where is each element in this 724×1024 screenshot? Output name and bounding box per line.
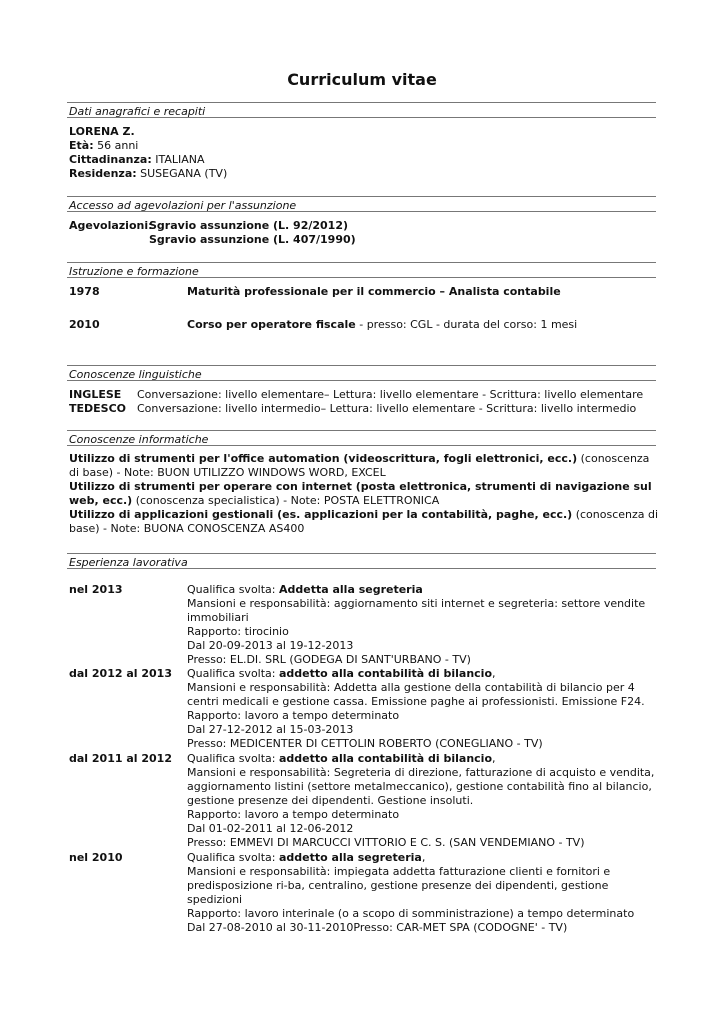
section-header-informatica: Conoscenze informatiche <box>67 430 656 446</box>
candidate-name: LORENA Z. <box>69 125 135 138</box>
job-dates-presso: Dal 27-08-2010 al 30-11-2010Presso: CAR-MET SPA (CODOGNE' - TV) <box>187 921 568 934</box>
section-header-esperienza: Esperienza lavorativa <box>67 553 656 569</box>
education-description: Maturità professionale per il commercio – Analista contabile <box>187 285 561 298</box>
job-dates: Dal 20-09-2013 al 19-12-2013 <box>187 639 354 652</box>
job-detail <box>187 667 659 751</box>
job-presso: Presso: MEDICENTER DI CETTOLIN ROBERTO (CONEGLIANO - TV) <box>187 737 543 750</box>
job-detail <box>187 583 659 667</box>
it-skill-item: Utilizzo di strumenti per l'office automation (videoscrittura, fogli elettronici, ecc.) (conoscenza di base) - Note: BUON UTILIZZO WINDOWS WORD, EXCEL <box>69 452 650 479</box>
job-presso: Presso: EL.DI. SRL (GODEGA DI SANT'URBANO - TV) <box>187 653 471 666</box>
language-row <box>69 402 657 416</box>
job-period: nel 2013 <box>69 583 123 596</box>
language-levels: Conversazione: livello elementare– Lettura: livello elementare - Scrittura: livello elementare <box>137 388 644 401</box>
job-mansioni: Mansioni e responsabilità: Addetta alla gestione della contabilità di bilancio per 4 centri medicali e gestione cassa. Emissione paghe ai professionisti. Emissione F24. <box>187 681 645 708</box>
cittadinanza-row: Cittadinanza: ITALIANA <box>69 153 205 166</box>
job-period: dal 2011 al 2012 <box>69 752 172 765</box>
agevolazioni-list <box>149 219 356 247</box>
language-levels: Conversazione: livello intermedio– Lettura: livello elementare - Scrittura: livello intermedio <box>137 402 637 415</box>
job-period: dal 2012 al 2013 <box>69 667 172 680</box>
language-name: TEDESCO <box>69 402 127 415</box>
residenza-row: Residenza: SUSEGANA (TV) <box>69 167 228 180</box>
agevolazioni-label: Agevolazioni: <box>69 219 153 232</box>
job-mansioni: Mansioni e responsabilità: aggiornamento siti internet e segreteria: settore vendite immobiliari <box>187 597 646 624</box>
it-skills-block <box>69 452 661 536</box>
job-rapporto: Rapporto: tirocinio <box>187 625 289 638</box>
it-skill-item: Utilizzo di applicazioni gestionali (es. applicazioni per la contabilità, paghe, ecc.) (conoscenza di base) - Note: BUONA CONOSCENZA AS400 <box>69 508 659 535</box>
job-qualifica: Qualifica svolta: addetto alla contabilità di bilancio, <box>187 667 496 680</box>
page-title: Curriculum vitae <box>287 70 437 89</box>
job-rapporto: Rapporto: lavoro a tempo determinato <box>187 808 400 821</box>
section-header-anagrafica: Dati anagrafici e recapiti <box>67 102 656 118</box>
it-skill-item: Utilizzo di strumenti per operare con internet (posta elettronica, strumenti di navigazione sul web, ecc.) (conoscenza specialistica) - Note: POSTA ELETTRONICA <box>69 480 652 507</box>
job-rapporto: Rapporto: lavoro interinale (o a scopo di somministrazione) a tempo determinato <box>187 907 635 920</box>
education-year: 1978 <box>69 285 100 298</box>
job-mansioni: Mansioni e responsabilità: Segreteria di direzione, fatturazione di acquisto e vendita, aggiornamento listini (settore metalmeccanico), gestione contabilità fino al bilancio, gestione presenze dei dipendenti. Gestione insoluti. <box>187 766 655 807</box>
anagrafica-block <box>69 125 657 181</box>
section-header-agevolazioni: Accesso ad agevolazioni per l'assunzione <box>67 196 656 212</box>
job-dates: Dal 01-02-2011 al 12-06-2012 <box>187 822 354 835</box>
job-qualifica: Qualifica svolta: Addetta alla segreteria <box>187 583 423 596</box>
languages-block <box>69 388 657 416</box>
eta-row: Età: 56 anni <box>69 139 139 152</box>
job-detail <box>187 752 659 850</box>
job-detail <box>187 851 659 935</box>
education-row <box>69 318 657 332</box>
language-name: INGLESE <box>69 388 122 401</box>
job-period: nel 2010 <box>69 851 123 864</box>
section-header-istruzione: Istruzione e formazione <box>67 262 656 278</box>
job-dates: Dal 27-12-2012 al 15-03-2013 <box>187 723 354 736</box>
agevolazioni-block <box>69 219 657 247</box>
language-row <box>69 388 657 402</box>
education-year: 2010 <box>69 318 100 331</box>
education-row <box>69 285 657 299</box>
agevolazione-item: Sgravio assunzione (L. 407/1990) <box>149 233 356 246</box>
agevolazione-item: Sgravio assunzione (L. 92/2012) <box>149 219 349 232</box>
job-mansioni: Mansioni e responsabilità: impiegata addetta fatturazione clienti e fornitori e predisposizione ri-ba, centralino, gestione presenze dei dipendenti, gestione spedizioni <box>187 865 611 906</box>
job-qualifica: Qualifica svolta: addetto alla segreteria, <box>187 851 426 864</box>
job-qualifica: Qualifica svolta: addetto alla contabilità di bilancio, <box>187 752 496 765</box>
section-header-lingue: Conoscenze linguistiche <box>67 365 656 381</box>
education-description: Corso per operatore fiscale - presso: CGL - durata del corso: 1 mesi <box>187 318 578 331</box>
job-rapporto: Rapporto: lavoro a tempo determinato <box>187 709 400 722</box>
job-presso: Presso: EMMEVI DI MARCUCCI VITTORIO E C. S. (SAN VENDEMIANO - TV) <box>187 836 585 849</box>
